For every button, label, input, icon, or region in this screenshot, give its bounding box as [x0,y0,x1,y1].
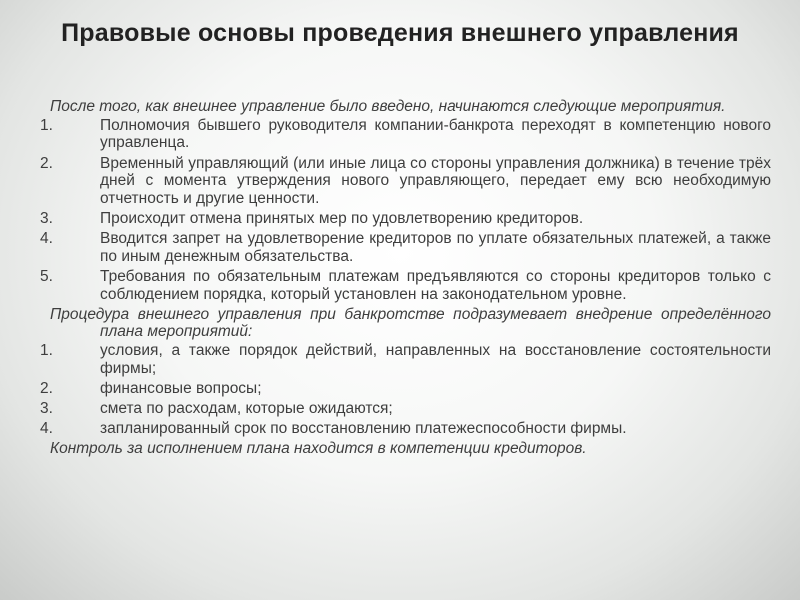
plan-item-number: 3. [40,400,53,418]
list-item [40,117,771,152]
list-item-text: Полномочия бывшего руководителя компании-банкрота переходят в компетенцию нового управленца. [100,116,771,152]
list-item-number: 1. [40,116,53,134]
plan-item [40,400,771,418]
list-item-text: Требования по обязательным платежам предъявляются со стороны кредиторов только с соблюдением порядка, который установлен на законодательном уровне. [100,267,771,303]
plan-item [40,420,771,438]
intro-paragraph: После того, как внешнее управление было введено, начинаются следующие мероприятия. [50,98,726,115]
list-item [40,268,771,303]
list-item-number: 5. [40,267,53,285]
closing-paragraph: Контроль за исполнением плана находится в компетенции кредиторов. [50,440,587,458]
plan-item-text: финансовые вопросы; [100,379,262,397]
plan-item-number: 1. [40,342,53,360]
list-item-text: Временный управляющий (или иные лица со стороны управления должника) в течение трёх дней с момента утверждения нового управляющего, передает ему всю необходимую отчетность и другие ценности. [100,154,771,207]
list-item-number: 4. [40,230,53,248]
plan-item [40,342,771,377]
list-item [40,155,771,208]
plan-item-text: условия, а также порядок действий, направленных на восстановление состоятельности фирмы; [100,342,771,377]
slide-title: Правовые основы проведения внешнего управления [61,19,739,47]
plan-item-number: 4. [40,420,53,438]
procedure-intro-paragraph: Процедура внешнего управления при банкротстве подразумевает внедрение определённого плана мероприятий: [50,305,771,341]
list-item-text: Происходит отмена принятых мер по удовлетворению кредиторов. [100,209,584,227]
list-item [40,210,771,228]
plan-item [40,380,771,398]
list-item-number: 3. [40,209,53,227]
plan-item-text: запланированный срок по восстановлению платежеспособности фирмы. [100,420,627,438]
list-item [40,230,771,265]
slide-body [40,98,771,458]
plan-item-text: смета по расходам, которые ожидаются; [100,400,393,418]
plan-item-number: 2. [40,379,53,397]
list-item-number: 2. [40,154,53,172]
list-item-text: Вводится запрет на удовлетворение кредиторов по уплате обязательных платежей, а также по иным денежным обязательства. [100,230,771,265]
